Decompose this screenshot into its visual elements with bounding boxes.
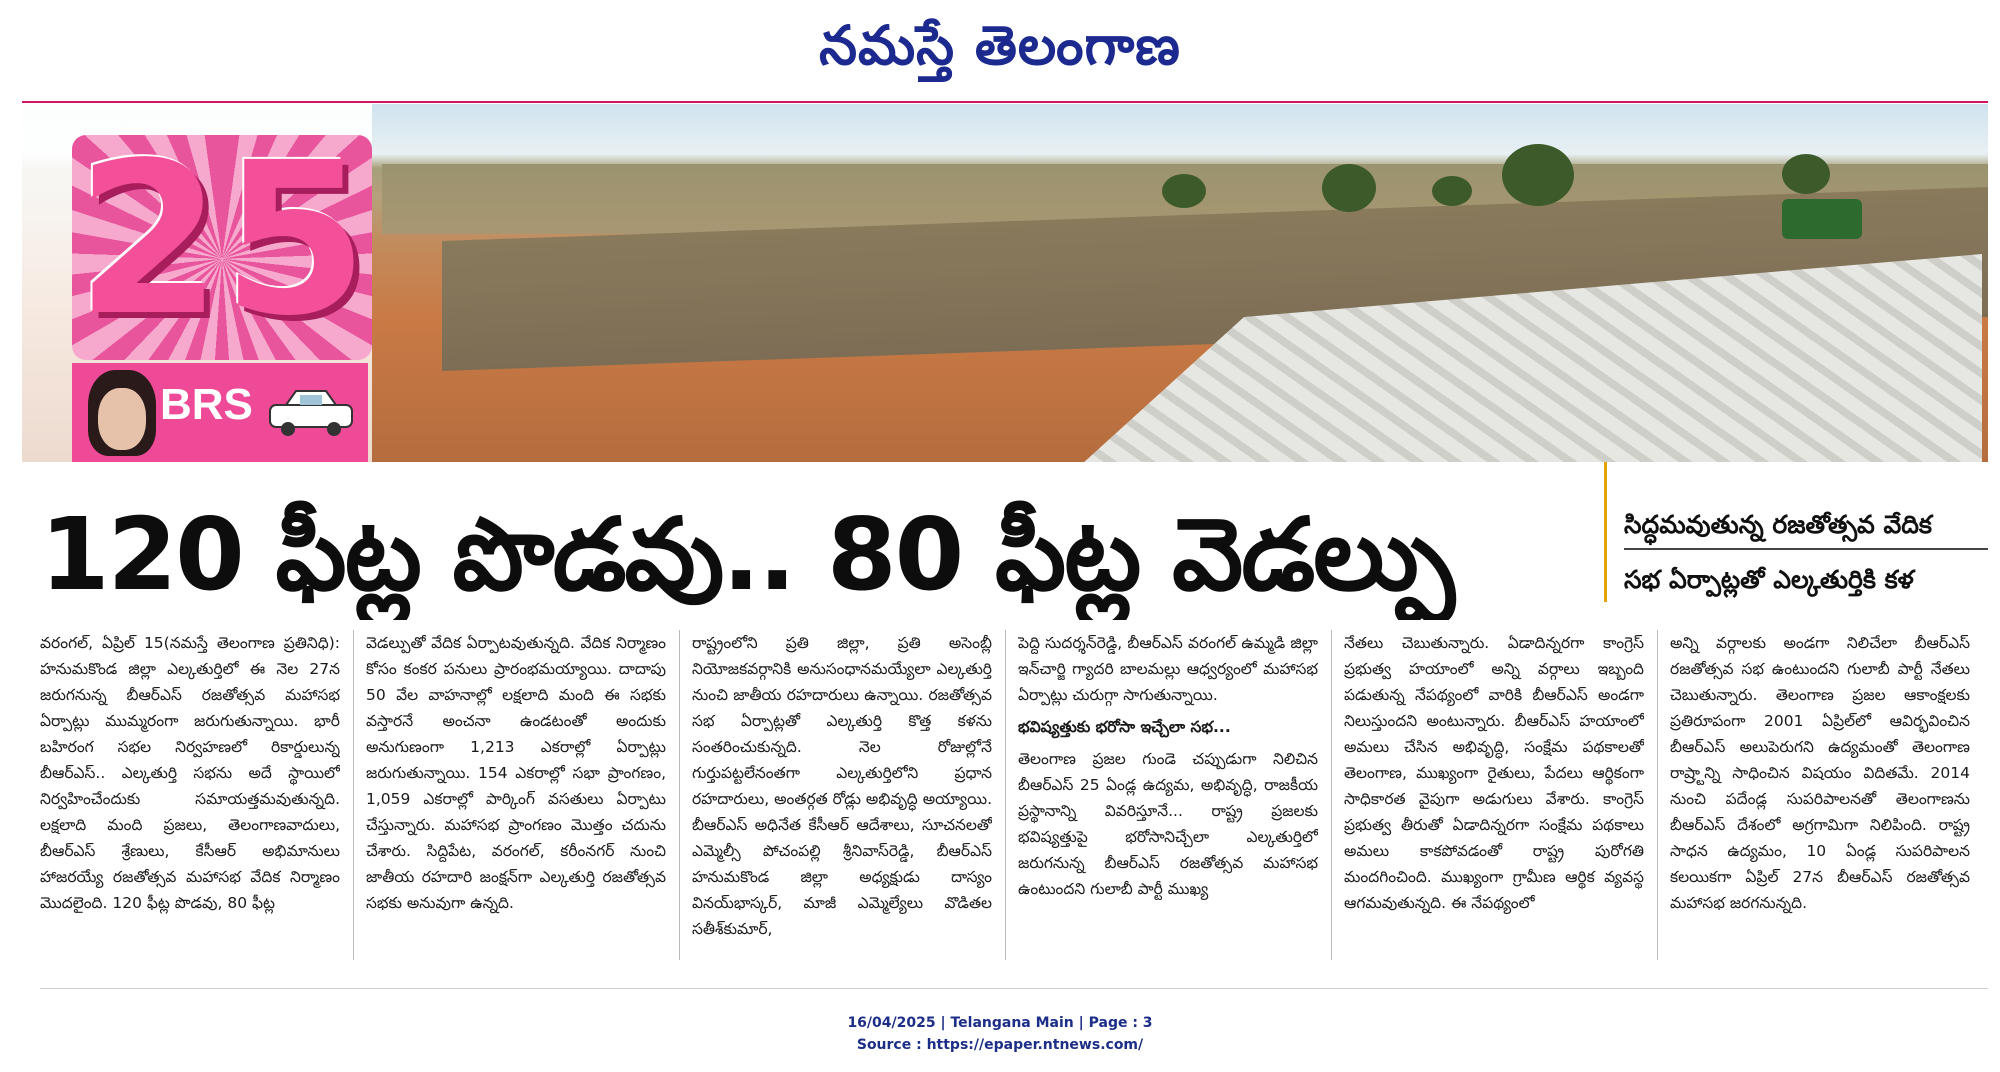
column-divider [353, 630, 354, 960]
column-divider [1005, 630, 1006, 960]
column-4-intro: పెద్ది సుదర్శన్‌రెడ్డి, బీఆర్‌ఎస్‌ వరంగల్‌ ఉమ్మడి జిల్లా ఇన్‌చార్జి గ్యాదరి బాలమల్లు ఆధ్వర్యంలో మహాసభ ఏర్పాట్లు చురుగ్గా సాగుతున్నాయి. [1018, 634, 1318, 704]
silver-jubilee-number: 25 [75, 117, 369, 362]
article-column-3: రాష్ట్రంలోని ప్రతి జిల్లా, ప్రతి అసెంబ్లీ నియోజకవర్గానికి అనుసంధానమయ్యేలా ఎల్కతుర్తి నుంచి జాతీయ రహదారులు ఉన్నాయి. రజతోత్సవ సభ ఏర్పాట్లతో ఎల్కతుర్తి కొత్త కళను సంతరించుకున్నది. నెల రోజుల్లోనే గుర్తుపట్టలేనంతగా ఎల్కతుర్తిలోని ప్రధాన రహదారులు, అంతర్గత రోడ్లు అభివృద్ధి అయ్యాయి. బీఆర్‌ఎస్‌ అధినేత కేసీఆర్‌ ఆదేశాలు, సూచనలతో ఎమ్మెల్సీ పోచంపల్లి శ్రీనివాస్‌రెడ్డి, బీఆర్‌ఎస్‌ హనుమకొండ జిల్లా అధ్యక్షుడు దాస్యం వినయ్‌భాస్కర్‌, మాజీ ఎమ్మెల్యేలు వొడితల సతీశ్‌కుమార్‌, [692, 634, 992, 938]
footer-rule [40, 988, 1988, 989]
headline: 120 ఫీట్ల పొడవు.. 80 ఫీట్ల వెడల్పు [40, 496, 1453, 613]
masthead-rule [22, 101, 1988, 103]
article-column-1: వరంగల్‌, ఏప్రిల్‌ 15(నమస్తే తెలంగాణ ప్రతినిధి): హనుమకొండ జిల్లా ఎల్కతుర్తిలో ఈ నెల 27న జరుగనున్న బీఆర్‌ఎస్‌ రజతోత్సవ మహాసభ ఏర్పాట్లు ముమ్మరంగా జరుగుతున్నాయి. భారీ బహిరంగ సభల నిర్వహణలో రికార్డులున్న బీఆర్‌ఎస్‌.. ఎల్కతుర్తి సభను అదే స్థాయిలో నిర్వహించేందుకు సమాయత్తమవుతున్నది. లక్షలాది మంది ప్రజలు, తెలంగాణవాదులు, బీఆర్‌ఎస్‌ శ్రేణులు, కేసీఆర్‌ అభిమానులు హాజరయ్యే రజతోత్సవ మహాసభ వేదిక నిర్మాణం మొదలైంది. 120 ఫీట్ల పొడవు, 80 ఫీట్ల [40, 634, 340, 912]
tree-icon [1432, 176, 1472, 206]
tree-icon [1502, 144, 1574, 206]
article-column-6: అన్ని వర్గాలకు అండగా నిలిచేలా బీఆర్‌ఎస్‌ రజతోత్సవ సభ ఉంటుందని గులాబీ పార్టీ నేతలు చెబుతున్నారు. తెలంగాణ ప్రజల ఆకాంక్షలకు ప్రతిరూపంగా 2001 ఏప్రిల్‌లో ఆవిర్భవించిన బీఆర్‌ఎస్‌ అలుపెరుగని ఉద్యమంతో తెలంగాణ రాష్ర్టాన్ని సాధించిన విషయం విదితమే. 2014 నుంచి పదేండ్ల సుపరిపాలనతో తెలంగాణను బీఆర్‌ఎస్‌ దేశంలో అగ్రగామిగా నిలిపింది. రాష్ట్ర సాధన ఉద్యమం, 10 ఏండ్ల సుపరిపాలన కలయికగా ఏప్రిల్‌ 27న బీఆర్‌ఎస్‌ రజతోత్సవ మహాసభ జరగనున్నది. [1670, 634, 1970, 912]
kicker-divider [1624, 548, 1988, 550]
article-column-2: వెడల్పుతో వేదిక ఏర్పాటవుతున్నది. వేదిక నిర్మాణం కోసం కంకర పనులు ప్రారంభమయ్యాయి. దాదాపు 50 వేల వాహనాల్లో లక్షలాది మంది ఈ సభకు వస్తారనే అంచనా ఉండటంతో అందుకు అనుగుణంగా 1,213 ఎకరాల్లో ఏర్పాట్లు జరుగుతున్నాయి. 154 ఎకరాల్లో సభా ప్రాంగణం, 1,059 ఎకరాల్లో పార్కింగ్‌ వసతులు ఏర్పాటు చేస్తున్నారు. మహాసభ ప్రాంగణం మొత్తం చదును చేశారు. సిద్దిపేట, వరంగల్‌, కరీంనగర్‌ నుంచి జాతీయ రహదారి జంక్షన్‌గా ఎల్కతుర్తి రజతోత్సవ సభకు అనువుగా ఉన్నది. [366, 634, 666, 912]
kicker-accent-bar [1604, 462, 1607, 602]
kicker-line-1: సిద్ధమవుతున్న రజతోత్సవ వేదిక [1624, 510, 1932, 539]
column-divider [1657, 630, 1658, 960]
column-4-continued: తెలంగాణ ప్రజల గుండె చప్పుడుగా నిలిచిన బీఆర్‌ఎస్‌ 25 ఏండ్ల ఉద్యమ, అభివృద్ధి, రాజకీయ ప్రస్థానాన్ని వివరిస్తూనే... రాష్ట్ర ప్రజలకు భవిష్యత్తుపై భరోసానిచ్చేలా ఎల్కతుర్తిలో జరుగనున్న బీఆర్‌ఎస్‌ రజతోత్సవ మహాసభ ఉంటుందని గులాబీ పార్టీ ముఖ్య [1018, 750, 1318, 898]
leader-portrait-icon [88, 370, 156, 456]
tractor-icon [1782, 199, 1862, 239]
article-column-4 [1018, 630, 1318, 970]
column-divider [679, 630, 680, 960]
page-info: 16/04/2025 | Telangana Main | Page : 3 [847, 1015, 1153, 1031]
tree-icon [1162, 174, 1206, 208]
masthead-title: నమస్తే తెలంగాణ [819, 14, 1181, 77]
column-divider [1331, 630, 1332, 960]
brs-party-name: BRS [160, 380, 253, 429]
tree-icon [1782, 154, 1830, 194]
article-column-5: నేతలు చెబుతున్నారు. ఏడాదిన్నరగా కాంగ్రెస్‌ ప్రభుత్వ హయాంలో అన్ని వర్గాలు ఇబ్బంది పడుతున్న నేపథ్యంలో వారికి బీఆర్‌ఎస్‌ అండగా నిలుస్తుందని అంటున్నారు. బీఆర్‌ఎస్‌ హయాంలో అమలు చేసిన అభివృద్ధి, సంక్షేమ పథకాలతో తెలంగాణ, ముఖ్యంగా రైతులు, పేదలు ఆర్థికంగా సాధికారత వైపుగా అడుగులు వేశారు. కాంగ్రెస్‌ ప్రభుత్వ తీరుతో ఏడాదిన్నరగా సంక్షేమ పథకాలు అమలు కాకపోవడంతో రాష్ట్ర పురోగతి మందగించింది. ముఖ్యంగా గ్రామీణ ఆర్థిక వ్యవస్థ ఆగమవుతున్నది. ఈ నేపథ్యంలో [1344, 634, 1644, 912]
kicker-line-2: సభ ఏర్పాట్లతో ఎల్కతుర్తికి కళ [1624, 565, 1914, 594]
article-body [40, 630, 1988, 970]
source-link[interactable]: Source : https://epaper.ntnews.com/ [856, 1037, 1144, 1053]
article-subheading: భవిష్యత్తుకు భరోసా ఇచ్చేలా సభ... [1018, 718, 1231, 736]
tree-icon [1322, 164, 1376, 212]
car-symbol-icon [262, 385, 360, 437]
